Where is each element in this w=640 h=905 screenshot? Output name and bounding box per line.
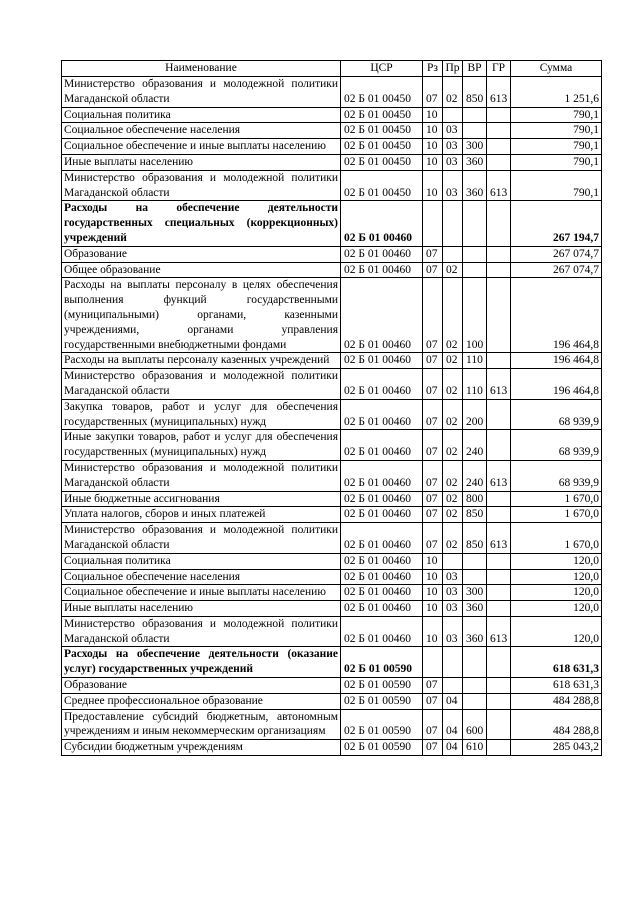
row-rz-cell: 10 [423,601,443,617]
table-row [62,278,602,353]
row-gr-cell [487,491,511,507]
row-name-cell: Расходы на обеспечение деятельности (оказание услуг) государственных учреждений [62,647,341,678]
row-rz-cell: 07 [423,678,443,694]
row-vr-cell: 200 [463,399,487,430]
table-row [62,170,602,201]
row-csr-cell: 02 Б 01 00460 [341,246,423,262]
row-sum-cell: 1 670,0 [511,523,602,554]
row-csr-cell: 02 Б 01 00460 [341,399,423,430]
row-rz-cell: 07 [423,262,443,278]
row-rz-cell: 07 [423,507,443,523]
header-rz: Рз [423,61,443,77]
row-pr-cell: 03 [443,139,463,155]
row-pr-cell: 04 [443,709,463,740]
row-name-cell: Расходы на выплаты персоналу в целях обеспечения выполнения функций государственными (муниципальными) органами, казенными учреждениями, органами управления государственными внебюджетными фондами [62,278,341,353]
row-name-cell: Закупка товаров, работ и услуг для обеспечения государственных (муниципальных) нужд [62,399,341,430]
table-row [62,430,602,461]
row-sum-cell: 1 251,6 [511,77,602,108]
row-rz-cell: 07 [423,491,443,507]
row-name-cell: Социальная политика [62,107,341,123]
row-sum-cell: 267 074,7 [511,246,602,262]
row-pr-cell: 02 [443,399,463,430]
table-row [62,353,602,369]
header-pr: Пр [443,61,463,77]
row-sum-cell: 790,1 [511,139,602,155]
row-rz-cell: 07 [423,709,443,740]
row-pr-cell: 02 [443,491,463,507]
table-row [62,107,602,123]
row-pr-cell [443,678,463,694]
row-name-cell: Образование [62,246,341,262]
row-csr-cell: 02 Б 01 00460 [341,201,423,246]
row-rz-cell: 07 [423,353,443,369]
row-pr-cell: 02 [443,430,463,461]
row-csr-cell: 02 Б 01 00460 [341,616,423,647]
row-name-cell: Социальное обеспечение и иные выплаты населению [62,585,341,601]
row-pr-cell [443,107,463,123]
row-pr-cell [443,647,463,678]
row-gr-cell [487,246,511,262]
row-name-cell: Иные бюджетные ассигнования [62,491,341,507]
row-gr-cell [487,507,511,523]
row-vr-cell [463,201,487,246]
header-sum: Сумма [511,61,602,77]
row-vr-cell: 610 [463,740,487,756]
row-gr-cell [487,585,511,601]
row-name-cell: Предоставление субсидий бюджетным, автономным учреждениям и иным некоммерческим организациям [62,709,341,740]
row-pr-cell: 03 [443,601,463,617]
row-name-cell: Министерство образования и молодежной политики Магаданской области [62,460,341,491]
row-gr-cell [487,123,511,139]
row-vr-cell: 360 [463,154,487,170]
table-row [62,246,602,262]
row-name-cell: Министерство образования и молодежной политики Магаданской области [62,369,341,400]
table-row [62,399,602,430]
row-vr-cell: 100 [463,278,487,353]
row-vr-cell: 360 [463,170,487,201]
row-csr-cell: 02 Б 01 00460 [341,585,423,601]
row-rz-cell: 10 [423,585,443,601]
row-gr-cell [487,139,511,155]
row-pr-cell: 02 [443,77,463,108]
row-rz-cell: 07 [423,430,443,461]
row-sum-cell: 790,1 [511,170,602,201]
table-row [62,616,602,647]
row-rz-cell: 10 [423,123,443,139]
row-csr-cell: 02 Б 01 00460 [341,491,423,507]
row-gr-cell [487,740,511,756]
budget-table [61,60,602,756]
row-pr-cell: 02 [443,523,463,554]
row-pr-cell: 03 [443,170,463,201]
row-name-cell: Субсидии бюджетным учреждениям [62,740,341,756]
row-gr-cell [487,353,511,369]
row-gr-cell [487,601,511,617]
row-sum-cell: 484 288,8 [511,693,602,709]
row-rz-cell: 07 [423,369,443,400]
row-rz-cell: 10 [423,170,443,201]
row-sum-cell: 618 631,3 [511,647,602,678]
row-vr-cell [463,678,487,694]
row-rz-cell: 07 [423,77,443,108]
row-sum-cell: 196 464,8 [511,278,602,353]
row-vr-cell: 360 [463,616,487,647]
row-csr-cell: 02 Б 01 00460 [341,460,423,491]
row-csr-cell: 02 Б 01 00590 [341,693,423,709]
row-sum-cell: 120,0 [511,585,602,601]
row-vr-cell: 850 [463,77,487,108]
table-row [62,569,602,585]
row-rz-cell: 10 [423,569,443,585]
row-name-cell: Общее образование [62,262,341,278]
row-csr-cell: 02 Б 01 00450 [341,123,423,139]
row-csr-cell: 02 Б 01 00460 [341,262,423,278]
row-vr-cell: 240 [463,430,487,461]
row-gr-cell [487,709,511,740]
table-row [62,369,602,400]
table-row [62,740,602,756]
row-vr-cell [463,123,487,139]
row-gr-cell: 613 [487,369,511,400]
row-pr-cell: 02 [443,353,463,369]
row-pr-cell: 03 [443,154,463,170]
row-csr-cell: 02 Б 01 00590 [341,740,423,756]
table-body [62,77,602,756]
row-vr-cell [463,553,487,569]
row-vr-cell: 300 [463,139,487,155]
row-csr-cell: 02 Б 01 00460 [341,553,423,569]
row-rz-cell: 07 [423,246,443,262]
row-csr-cell: 02 Б 01 00460 [341,507,423,523]
row-sum-cell: 68 939,9 [511,399,602,430]
row-csr-cell: 02 Б 01 00460 [341,569,423,585]
row-sum-cell: 1 670,0 [511,491,602,507]
row-pr-cell: 02 [443,460,463,491]
row-rz-cell [423,201,443,246]
row-vr-cell: 600 [463,709,487,740]
row-rz-cell: 07 [423,278,443,353]
header-gr: ГР [487,61,511,77]
row-gr-cell [487,399,511,430]
table-row [62,647,602,678]
row-gr-cell: 613 [487,77,511,108]
row-sum-cell: 267 074,7 [511,262,602,278]
table-row [62,585,602,601]
row-csr-cell: 02 Б 01 00460 [341,523,423,554]
table-row [62,601,602,617]
table-row [62,123,602,139]
row-rz-cell: 10 [423,553,443,569]
row-csr-cell: 02 Б 01 00590 [341,709,423,740]
row-sum-cell: 285 043,2 [511,740,602,756]
row-name-cell: Социальное обеспечение населения [62,569,341,585]
row-gr-cell [487,262,511,278]
row-sum-cell: 196 464,8 [511,353,602,369]
row-pr-cell [443,201,463,246]
row-sum-cell: 790,1 [511,123,602,139]
row-name-cell: Расходы на выплаты персоналу казенных учреждений [62,353,341,369]
row-csr-cell: 02 Б 01 00460 [341,369,423,400]
row-gr-cell [487,154,511,170]
header-csr: ЦСР [341,61,423,77]
row-csr-cell: 02 Б 01 00460 [341,353,423,369]
row-csr-cell: 02 Б 01 00460 [341,430,423,461]
row-name-cell: Министерство образования и молодежной политики Магаданской области [62,77,341,108]
row-name-cell: Иные закупки товаров, работ и услуг для обеспечения государственных (муниципальных) нужд [62,430,341,461]
row-vr-cell [463,647,487,678]
row-sum-cell: 120,0 [511,553,602,569]
row-vr-cell: 110 [463,369,487,400]
row-pr-cell [443,246,463,262]
row-name-cell: Министерство образования и молодежной политики Магаданской области [62,523,341,554]
row-name-cell: Среднее профессиональное образование [62,693,341,709]
row-sum-cell: 267 194,7 [511,201,602,246]
row-csr-cell: 02 Б 01 00590 [341,647,423,678]
row-vr-cell [463,569,487,585]
row-sum-cell: 618 631,3 [511,678,602,694]
row-vr-cell: 850 [463,507,487,523]
table-row [62,139,602,155]
row-sum-cell: 120,0 [511,616,602,647]
header-vr: ВР [463,61,487,77]
row-gr-cell [487,647,511,678]
table-row [62,507,602,523]
row-sum-cell: 120,0 [511,569,602,585]
row-pr-cell: 04 [443,693,463,709]
row-rz-cell [423,647,443,678]
row-pr-cell: 02 [443,369,463,400]
row-name-cell: Министерство образования и молодежной политики Магаданской области [62,170,341,201]
row-csr-cell: 02 Б 01 00450 [341,154,423,170]
row-sum-cell: 790,1 [511,107,602,123]
row-rz-cell: 07 [423,523,443,554]
table-row [62,523,602,554]
row-name-cell: Социальная политика [62,553,341,569]
row-gr-cell [487,201,511,246]
row-pr-cell: 03 [443,569,463,585]
table-row [62,77,602,108]
row-rz-cell: 10 [423,616,443,647]
row-vr-cell [463,107,487,123]
row-gr-cell [487,430,511,461]
table-row [62,201,602,246]
row-pr-cell: 03 [443,123,463,139]
row-name-cell: Иные выплаты населению [62,154,341,170]
row-name-cell: Образование [62,678,341,694]
row-vr-cell: 850 [463,523,487,554]
row-pr-cell: 02 [443,278,463,353]
row-pr-cell: 03 [443,616,463,647]
table-row [62,693,602,709]
row-rz-cell: 07 [423,460,443,491]
row-rz-cell: 10 [423,154,443,170]
row-vr-cell: 300 [463,585,487,601]
row-rz-cell: 07 [423,740,443,756]
table-row [62,460,602,491]
row-name-cell: Иные выплаты населению [62,601,341,617]
row-sum-cell: 68 939,9 [511,430,602,461]
row-csr-cell: 02 Б 01 00590 [341,678,423,694]
row-rz-cell: 10 [423,107,443,123]
table-row [62,678,602,694]
row-sum-cell: 790,1 [511,154,602,170]
row-name-cell: Социальное обеспечение населения [62,123,341,139]
row-vr-cell: 800 [463,491,487,507]
row-gr-cell [487,693,511,709]
table-row [62,154,602,170]
row-rz-cell: 07 [423,399,443,430]
header-row [62,61,602,77]
table-row [62,709,602,740]
row-pr-cell: 03 [443,585,463,601]
table-row [62,491,602,507]
row-rz-cell: 10 [423,139,443,155]
row-sum-cell: 120,0 [511,601,602,617]
row-csr-cell: 02 Б 01 00450 [341,170,423,201]
row-rz-cell: 07 [423,693,443,709]
row-sum-cell: 484 288,8 [511,709,602,740]
row-pr-cell: 04 [443,740,463,756]
row-gr-cell [487,278,511,353]
row-name-cell: Уплата налогов, сборов и иных платежей [62,507,341,523]
row-sum-cell: 196 464,8 [511,369,602,400]
row-name-cell: Расходы на обеспечение деятельности государственных специальных (коррекционных) учреждений [62,201,341,246]
header-name: Наименование [62,61,341,77]
row-pr-cell: 02 [443,262,463,278]
row-sum-cell: 68 939,9 [511,460,602,491]
row-csr-cell: 02 Б 01 00450 [341,107,423,123]
row-vr-cell: 110 [463,353,487,369]
table-row [62,553,602,569]
row-csr-cell: 02 Б 01 00460 [341,278,423,353]
row-gr-cell [487,107,511,123]
row-gr-cell: 613 [487,616,511,647]
row-vr-cell [463,246,487,262]
row-gr-cell: 613 [487,460,511,491]
row-vr-cell: 240 [463,460,487,491]
row-vr-cell [463,262,487,278]
row-gr-cell [487,553,511,569]
row-gr-cell [487,678,511,694]
row-pr-cell: 02 [443,507,463,523]
table-row [62,262,602,278]
row-csr-cell: 02 Б 01 00450 [341,77,423,108]
row-csr-cell: 02 Б 01 00450 [341,139,423,155]
row-csr-cell: 02 Б 01 00460 [341,601,423,617]
row-gr-cell: 613 [487,170,511,201]
row-name-cell: Социальное обеспечение и иные выплаты населению [62,139,341,155]
row-pr-cell [443,553,463,569]
row-vr-cell: 360 [463,601,487,617]
row-name-cell: Министерство образования и молодежной политики Магаданской области [62,616,341,647]
row-gr-cell: 613 [487,523,511,554]
row-vr-cell [463,693,487,709]
row-gr-cell [487,569,511,585]
row-sum-cell: 1 670,0 [511,507,602,523]
